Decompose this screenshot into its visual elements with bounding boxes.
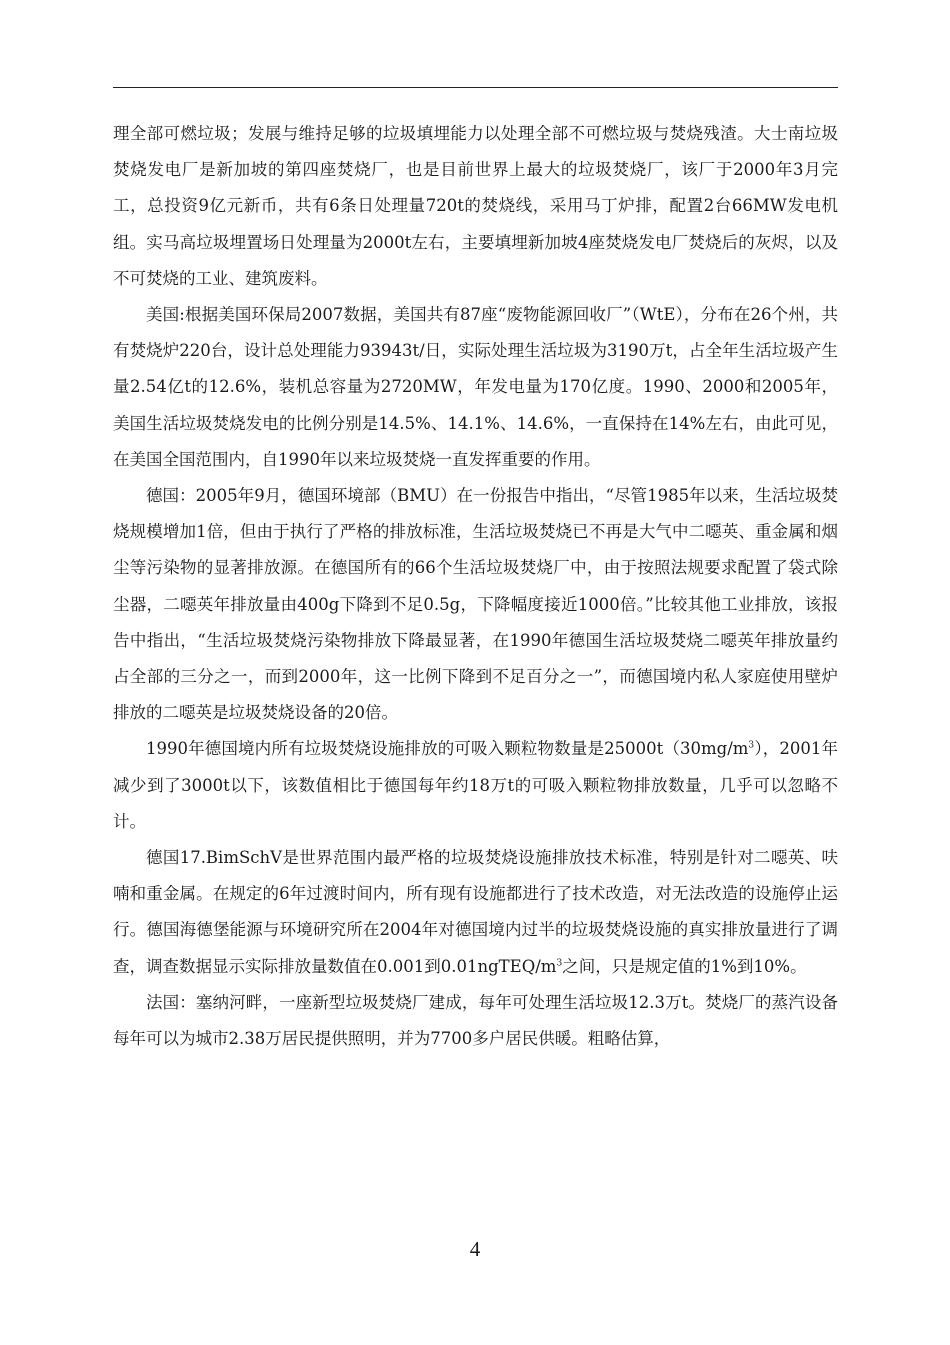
paragraph-usa: 美国:根据美国环保局2007数据，美国共有87座“废物能源回收厂”（WtE），分布在26个州，共有焚烧炉220台，设计总处理能力93943t/日，实际处理生活垃圾为3190万t，占全年生活垃圾产生量2.54亿t的12.6%，装机总容量为2720MW，年发电量为170亿度。1990、2000和2005年，美国生活垃圾焚烧发电的比例分别是14.5%、14.1%、14.6%，一直保持在14%左右，由此可见，在美国全国范围内，自1990年以来垃圾焚烧一直发挥重要的作用。 xyxy=(113,305,838,469)
paragraph-france: 法国：塞纳河畔，一座新型垃圾焚烧厂建成，每年可处理生活垃圾12.3万t。焚烧厂的蒸汽设备每年可以为城市2.38万居民提供照明，并为7700多户居民供暖。粗略估算， xyxy=(113,992,838,1049)
header-rule xyxy=(113,87,838,88)
text-run: 德国17.BimSchV是世界范围内最严格的垃圾焚烧设施排放技术标准，特别是针对二噁英、呋喃和重金属。在规定的6年过渡时间内，所有现有设施都进行了技术改造，对无法改造的设施停止运行。德国海德堡能源与环境研究所在2004年对德国境内过半的垃圾焚烧设施的真实排放量进行了调查，调查数据显示实际排放量数值在0.001到0.01ngTEQ/m xyxy=(113,848,838,976)
superscript: 3 xyxy=(556,958,563,969)
text-run: 之间，只是规定值的1%到10%。 xyxy=(562,956,807,976)
text-run: 1990年德国境内所有垃圾焚烧设施排放的可吸入颗粒物数量是25000t（30mg/m xyxy=(146,739,749,759)
text-run: ），2001年减少到了3000t以下，该数值相比于德国每年约18万t的可吸入颗粒物排放数量，几乎可以忽略不计。 xyxy=(113,739,838,831)
page-number: 4 xyxy=(469,1237,481,1261)
paragraph-germany-particulates xyxy=(113,731,838,840)
paragraph-germany-bimschv xyxy=(113,840,838,985)
body-text xyxy=(113,116,838,1057)
paragraph-singapore-continued: 理全部可燃垃圾；发展与维持足够的垃圾填埋能力以处理全部不可燃垃圾与焚烧残渣。大士南垃圾焚烧发电厂是新加坡的第四座焚烧厂，也是目前世界上最大的垃圾焚烧厂，该厂于2000年3月完工，总投资9亿元新币，共有6条日处理量720t的焚烧线，采用马丁炉排，配置2台66MW发电机组。实马高垃圾埋置场日处理量为2000t左右，主要填埋新加坡4座焚烧发电厂焚烧后的灰烬，以及不可焚烧的工业、建筑废料。 xyxy=(113,124,838,288)
paragraph-germany-bmu-report: 德国：2005年9月，德国环境部（BMU）在一份报告中指出，“尽管1985年以来，生活垃圾焚烧规模增加1倍，但由于执行了严格的排放标准，生活垃圾焚烧已不再是大气中二噁英、重金属和烟尘等污染物的显著排放源。在德国所有的66个生活垃圾焚烧厂中，由于按照法规要求配置了袋式除尘器，二噁英年排放量由400g下降到不足0.5g，下降幅度接近1000倍。”比较其他工业排放，该报告中指出，“生活垃圾焚烧污染物排放下降最显著，在1990年德国生活垃圾焚烧二噁英年排放量约占全部的三分之一，而到2000年，这一比例下降到不足百分之一”，而德国境内私人家庭使用壁炉排放的二噁英是垃圾焚烧设备的20倍。 xyxy=(113,486,838,723)
superscript: 3 xyxy=(748,740,755,751)
